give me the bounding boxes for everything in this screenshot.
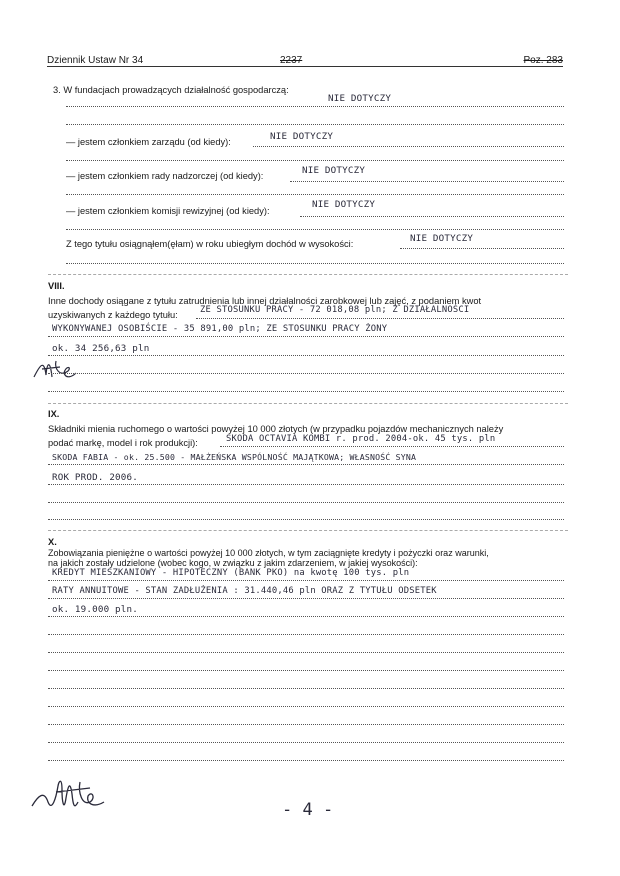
answer-line <box>66 106 564 107</box>
answer-line <box>196 318 564 319</box>
income-label: Z tego tytułu osiągnąłem(ęłam) w roku ubiegłym dochód w wysokości: <box>66 239 354 249</box>
answer-line <box>48 598 564 599</box>
answer-line <box>400 248 564 249</box>
section-separator <box>48 403 568 404</box>
section10-answer-line2: RATY ANNUITOWE - STAN ZADŁUŻENIA : 31.440,46 pln ORAZ Z TYTUŁU ODSETEK <box>52 586 437 596</box>
section10-question-cont: na jakich zostały udzielone (wobec kogo, w związku z jakim zdarzeniem, w jakiej wysokości): <box>48 558 418 568</box>
bottom-signature <box>28 772 108 820</box>
section9-answer-line1: SKODA OCTAVIA KOMBI r. prod. 2004-ok. 45 tys. pln <box>226 434 496 444</box>
section8-number: VIII. <box>48 281 65 291</box>
board-member-answer: NIE DOTYCZY <box>270 131 334 142</box>
answer-line <box>48 519 564 520</box>
section9-question-cont: podać markę, model i rok produkcji): <box>48 438 198 448</box>
answer-line <box>48 670 564 671</box>
section-separator <box>48 530 568 531</box>
section10-number: X. <box>48 537 57 547</box>
answer-line <box>48 580 564 581</box>
section3-title: 3. W fundacjach prowadzących działalność gospodarczą: <box>53 85 289 95</box>
answer-line <box>66 229 564 230</box>
answer-line <box>48 373 564 374</box>
section10-question: Zobowiązania pieniężne o wartości powyżej 10 000 złotych, w tym zaciągnięte kredyty i pożyczki oraz warunki, <box>48 548 489 558</box>
section8-question-cont: uzyskiwanych z każdego tytułu: <box>48 310 178 320</box>
section8-answer-line2: WYKONYWANEJ OSOBIŚCIE - 35 891,00 pln; ZE STOSUNKU PRACY ŻONY <box>52 324 388 334</box>
answer-line <box>48 616 564 617</box>
audit-committee-label: — jestem członkiem komisji rewizyjnej (od kiedy): <box>66 206 270 216</box>
answer-line <box>66 160 564 161</box>
section9-answer-line3: ROK PROD. 2006. <box>52 472 138 483</box>
journal-position: Poz. 283 <box>523 55 563 66</box>
journal-page-number: 2237 <box>280 55 303 66</box>
supervisory-board-answer: NIE DOTYCZY <box>302 165 366 176</box>
supervisory-board-label: — jestem członkiem rady nadzorczej (od kiedy): <box>66 171 264 181</box>
header-rule <box>47 66 563 67</box>
answer-line <box>220 446 564 447</box>
journal-name: Dziennik Ustaw Nr 34 <box>47 55 144 66</box>
answer-line <box>48 484 564 485</box>
section9-question: Składniki mienia ruchomego o wartości powyżej 10 000 złotych (w przypadku pojazdów mechanicznych należy <box>48 424 504 434</box>
answer-line <box>253 146 564 147</box>
answer-line <box>48 502 564 503</box>
answer-line <box>48 706 564 707</box>
board-member-label: — jestem członkiem zarządu (od kiedy): <box>66 137 231 147</box>
answer-line <box>48 724 564 725</box>
answer-line <box>48 336 564 337</box>
audit-committee-answer: NIE DOTYCZY <box>312 199 376 210</box>
answer-line <box>48 391 564 392</box>
section10-answer-line3: ok. 19.000 pln. <box>52 604 138 615</box>
answer-line <box>48 355 564 356</box>
section9-answer-line2: SKODA FABIA - ok. 25.500 - MAŁŻEŃSKA WSPÓLNOŚĆ MAJĄTKOWA; WŁASNOŚĆ SYNA <box>52 452 417 462</box>
section9-number: IX. <box>48 409 60 419</box>
income-answer: NIE DOTYCZY <box>410 233 474 244</box>
section8-question: Inne dochody osiągane z tytułu zatrudnienia lub innej działalności zarobkowej lub zajęć, z podaniem kwot <box>48 296 482 306</box>
answer-line <box>48 634 564 635</box>
answer-line <box>66 263 564 264</box>
page-header <box>47 55 563 69</box>
section-separator <box>48 274 568 275</box>
section3-answer: NIE DOTYCZY <box>328 93 392 104</box>
section8-answer-line1: ZE STOSUNKU PRACY - 72 018,08 pln; Z DZIAŁALNOŚCI <box>200 305 470 315</box>
initials-signature <box>30 355 78 385</box>
section8-answer-line3: ok. 34 256,63 pln <box>52 343 150 354</box>
answer-line <box>290 181 564 182</box>
answer-line <box>66 194 564 195</box>
answer-line <box>48 688 564 689</box>
answer-line <box>66 124 564 125</box>
answer-line <box>48 652 564 653</box>
answer-line <box>48 760 564 761</box>
answer-line <box>48 742 564 743</box>
section10-answer-line1: KREDYT MIESZKANIOWY - HIPOTECZNY (BANK PKO) na kwotę 100 tys. pln <box>52 568 410 578</box>
page-number: - 4 - <box>282 800 334 820</box>
answer-line <box>300 216 564 217</box>
answer-line <box>48 464 564 465</box>
